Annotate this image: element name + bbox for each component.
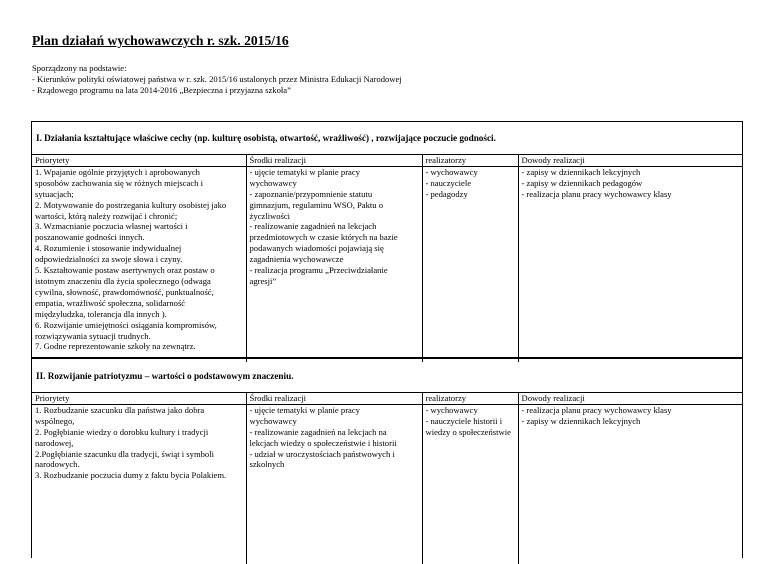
cell-line: - realizowanie zagadnień na lekcjach na [249,426,387,437]
priorities-cell [32,404,246,564]
basis-block [32,63,402,96]
executors-cell [422,404,518,564]
cell-line: wychowawcy [249,177,297,188]
evidence-cell [518,404,742,564]
cell-line: - nauczyciele [425,177,472,188]
cell-line: empatia, wrażliwość społeczna, solidarność [35,297,186,308]
cell-line: - realizowanie zagadnień na lekcjach [249,221,377,232]
means-cell [246,404,422,564]
cell-line: zagadnienia wychowawcze [249,254,344,265]
cell-line: cywilna, słowność, prawdomówność, punktualność, [35,286,214,297]
cell-line: - zapoznanie/przypomnienie statutu [249,188,373,199]
evidence-cell [518,166,742,362]
column-header: Dowody realizacji [518,155,742,167]
table-row [32,166,742,362]
cell-line: 7. Godne reprezentowanie szkoły na zewnątrz. [35,341,196,352]
cell-line: rozwiązywania sytuacji trudnych. [35,330,151,341]
table-header-row [32,155,742,167]
cell-line: - pedagodzy [425,188,468,199]
column-header: Priorytety [32,155,246,167]
cell-line: 1. Wpajanie ogólnie przyjętych i aprobowanych [35,166,200,177]
cell-line: życzliwości [249,210,291,221]
cell-line: - ujęcie tematyki w planie pracy [249,166,360,177]
cell-line: narodowych. [35,459,80,470]
cell-line: - realizacja planu pracy wychowawcy klasy [521,404,672,415]
cell-line: - zapisy w dziennikach lekcyjnych [521,166,641,177]
table-header-row [32,393,742,405]
cell-line: sytuacjach; [35,188,74,199]
cell-line: - nauczyciele historii i [425,415,503,426]
cell-line: - wychowawcy [425,404,478,415]
column-header: Środki realizacji [246,155,422,167]
cell-line: wspólnego, [35,415,75,426]
cell-line: - zapisy w dziennikach pedagogów [521,177,643,188]
cell-line: 5. Kształtowanie postaw asertywnych oraz postaw o [35,265,215,276]
executors-cell [422,166,518,362]
section-table [32,392,742,564]
cell-line: - wychowawcy [425,166,478,177]
column-header: realizatorzy [422,155,518,167]
cell-line: 4. Rozumienie i stosowanie indywidualnej [35,243,182,254]
cell-line: istotnym znaczeniu dla życia społecznego (odwaga [35,275,211,286]
means-cell [246,166,422,362]
cell-line: - udział w uroczystościach państwowych i [249,448,395,459]
section-table [32,154,742,362]
cell-line: wiedzy o społeczeństwie [425,426,511,437]
cell-line: - zapisy w dziennikach lekcyjnych [521,415,641,426]
cell-line: 2. Pogłębianie wiedzy o dorobku kultury i tradycji [35,426,209,437]
cell-line: 2.Pogłębianie szacunku dla tradycji, świąt i symboli [35,448,215,459]
section-heading: II. Rozwijanie patriotyzmu – wartości o podstawowym znaczeniu. [36,370,294,381]
cell-line: przedmiotowych w czasie których na bazie [249,232,398,243]
cell-line: 3. Wzmacnianie poczucia własnej wartości i [35,221,188,232]
table-row [32,404,742,564]
basis-line: Sporządzony na podstawie: [32,63,127,73]
cell-line: narodowej, [35,437,74,448]
basis-line: - Rządowego programu na lata 2014-2016 „Bezpieczna i przyjazna szkoła” [32,85,291,95]
cell-line: 2. Motywowanie do postrzegania kultury osobistej jako [35,199,227,210]
cell-line: wartości, którą należy rozwijać i chronić; [35,210,178,221]
column-header: Priorytety [32,393,246,405]
section-2 [31,358,743,558]
cell-line: agresji” [249,275,277,286]
cell-line: 1. Rozbudzanie szacunku dla państwa jako dobra [35,404,205,415]
cell-line: gimnazjum, regulaminu WSO, Paktu o [249,199,384,210]
cell-line: lekcjach wiedzy o społeczeństwie i historii [249,437,397,448]
cell-line: sposobów zachowania się w różnych miejscach i [35,177,204,188]
cell-line: - realizacja programu „Przeciwdziałanie [249,265,388,276]
cell-line: szkolnych [249,459,285,470]
column-header: realizatorzy [422,393,518,405]
cell-line: - ujęcie tematyki w planie pracy [249,404,360,415]
column-header: Dowody realizacji [518,393,742,405]
cell-line: wychowawcy [249,415,297,426]
section-1 [31,121,743,358]
cell-line: - realizacja planu pracy wychowawcy klasy [521,188,672,199]
cell-line: 6. Rozwijanie umiejętności osiągania kompromisów, [35,319,217,330]
cell-line: poszanowanie godności innych. [35,232,145,243]
cell-line: międzyludzka, tolerancja dla innych ). [35,308,167,319]
cell-line: podawanych wiadomości pojawiają się [249,243,384,254]
priorities-cell [32,166,246,362]
cell-line: 3. Rozbudzanie poczucia dumy z faktu bycia Polakiem. [35,470,227,481]
column-header: Środki realizacji [246,393,422,405]
page-title: Plan działań wychowawczych r. szk. 2015/16 [32,33,289,48]
cell-line: odpowiedzialności za swoje słowa i czyny. [35,254,183,265]
basis-line: - Kierunków polityki oświatowej państwa w r. szk. 2015/16 ustalonych przez Ministra Edukacji Narodowej [32,74,402,84]
section-heading: I. Działania kształtujące właściwe cechy (np. kulturę osobistą, otwartość, wrażliwość) , rozwijające poczucie godności. [36,133,496,143]
